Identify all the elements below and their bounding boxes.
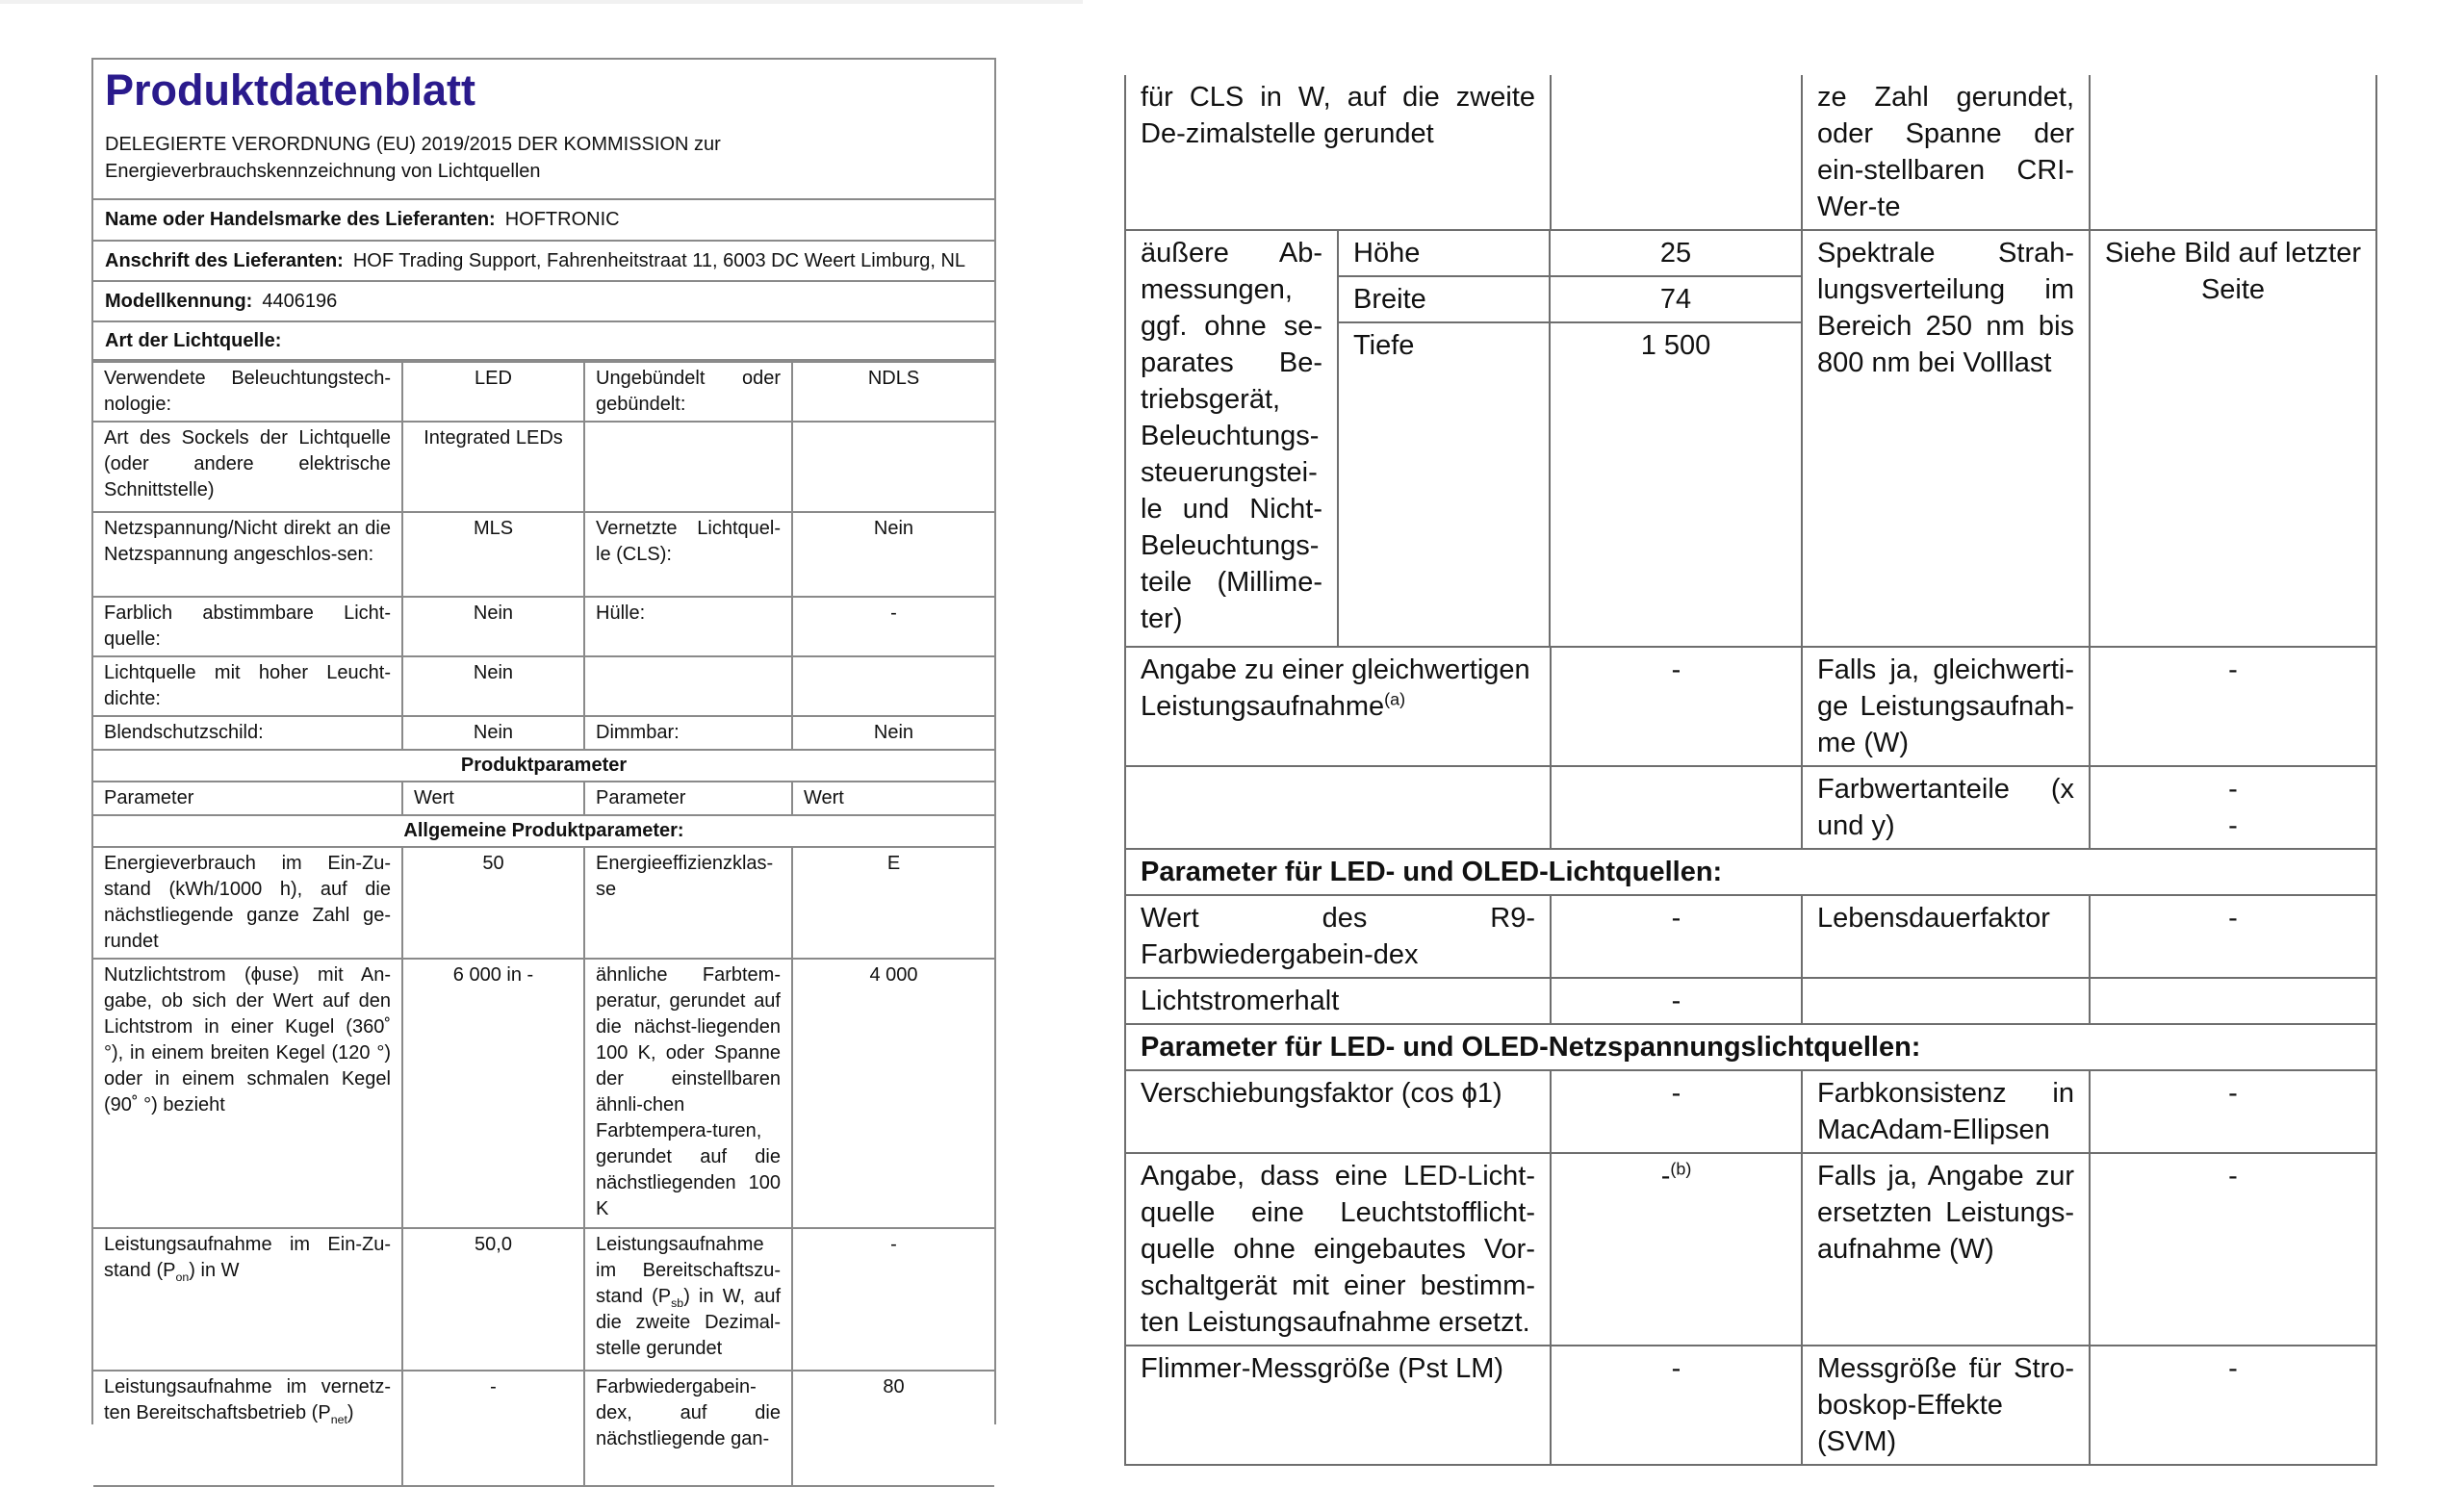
dimensions-label: äußere Ab-messungen, ggf. ohne se-parates Be-triebsgerät, Beleuchtungs-steuerungstei-le und Nicht-Beleuchtungs-teile (Millime-ter) (1125, 230, 1338, 647)
param-text: ) in W, auf die zweite Dezimal-stelle gerundet (596, 1286, 782, 1359)
value-line: - (2228, 810, 2238, 841)
param-cell: Blendschutzschild: (93, 716, 402, 750)
table-row (1125, 230, 2376, 647)
table-row (93, 1371, 994, 1486)
param-cell (584, 656, 792, 716)
dimension-row (1339, 231, 1801, 276)
table-row (93, 656, 994, 716)
value-cell: - (1551, 1346, 1802, 1465)
value-cell: - (2090, 1070, 2376, 1153)
dimension-value: 1 500 (1640, 330, 1711, 361)
supplier-name-value: HOFTRONIC (504, 209, 620, 230)
param-cell: Art des Sockels der Lichtquelle (oder andere elektrische Schnittstelle) (93, 422, 402, 512)
param-text: ) (346, 1402, 354, 1423)
param-text: ) in W (189, 1260, 240, 1281)
table-row (93, 716, 994, 750)
param-cell: Lichtstromerhalt (1125, 978, 1551, 1024)
column-header: Wert (402, 782, 584, 815)
param-text: Angabe zu einer gleichwertigen Leistungsaufnahme (1141, 654, 1530, 722)
model-row (93, 282, 994, 322)
regulation-line-1: DELEGIERTE VERORDNUNG (EU) 2019/2015 DER KOMMISSION zur (105, 134, 721, 155)
param-cell (93, 1371, 402, 1486)
section-led-params: Parameter für LED- und OLED-Lichtquellen: (1125, 849, 2376, 895)
param-cell (93, 1228, 402, 1371)
param-cell: Netzspannung/Nicht direkt an die Netzspannung angeschlos-sen: (93, 512, 402, 597)
dimension-value: 25 (1550, 231, 1801, 276)
value-cell: - (402, 1371, 584, 1486)
value-cell (2090, 766, 2376, 849)
param-cell: Farbwiedergabein-dex, auf die nächstliegende gan- (584, 1371, 792, 1486)
param-cell: Dimmbar: (584, 716, 792, 750)
table-row (1125, 1070, 2376, 1153)
table-row (93, 959, 994, 1228)
section-mains-params: Parameter für LED- und OLED-Netzspannungslichtquellen: (1125, 1024, 2376, 1070)
dimension-name: Breite (1339, 276, 1550, 322)
value-cell: 6 000 in - (402, 959, 584, 1228)
table-row (93, 362, 994, 422)
continued-table (1124, 75, 2377, 1466)
value-text: - (1660, 1161, 1671, 1192)
value-cell: MLS (402, 512, 584, 597)
param-cell: Lebensdauerfaktor (1802, 895, 2090, 978)
param-cell: ze Zahl gerundet, oder Spanne der ein-stellbaren CRI-Wer-te (1802, 75, 2090, 230)
supplier-address-label: Anschrift des Lieferanten: (105, 249, 344, 271)
value-cell: LED (402, 362, 584, 422)
right-page (1124, 75, 2375, 1457)
table-row (1125, 1346, 2376, 1465)
table-row (93, 597, 994, 656)
value-cell: NDLS (792, 362, 994, 422)
column-header-row (93, 782, 994, 815)
param-cell: Falls ja, Angabe zur ersetzten Leistungs-aufnahme (W) (1802, 1153, 2090, 1346)
footnote-marker: (a) (1384, 689, 1406, 709)
value-cell: 80 (792, 1371, 994, 1486)
param-text: Leistungsaufnahme im Bereitschaftszu-stand (P (596, 1234, 781, 1307)
footnote-marker: (b) (1670, 1159, 1692, 1179)
value-cell: Nein (792, 512, 994, 597)
value-cell: Nein (402, 597, 584, 656)
param-cell: Energieeffizienzklas-se (584, 847, 792, 959)
value-cell (2090, 75, 2376, 230)
value-cell: - (2090, 1346, 2376, 1465)
section-row (93, 815, 994, 847)
type-table (93, 361, 994, 1487)
param-text: Leistungsaufnahme im vernetz-ten Bereitschaftsbetrieb (P (104, 1376, 391, 1423)
param-cell: Messgröße für Stro-boskop-Effekte (SVM) (1802, 1346, 2090, 1465)
value-cell: Nein (792, 716, 994, 750)
value-cell: - (1551, 1070, 1802, 1153)
param-cell: Farblich abstimmbare Licht-quelle: (93, 597, 402, 656)
column-header: Parameter (584, 782, 792, 815)
table-row (93, 422, 994, 512)
dimensions-cell (1338, 230, 1802, 647)
param-cell: Hülle: (584, 597, 792, 656)
param-cell: Vernetzte Lichtquel-le (CLS): (584, 512, 792, 597)
param-cell: Energieverbrauch im Ein-Zu-stand (kWh/1000 h), auf die nächstliegende ganze Zahl ge-rundet (93, 847, 402, 959)
param-cell (1125, 647, 1551, 766)
param-cell: Farbwertanteile (x und y) (1802, 766, 2090, 849)
dimension-row (1339, 322, 1801, 646)
supplier-name-label: Name oder Handelsmarke des Lieferanten: (105, 209, 496, 230)
table-row (93, 847, 994, 959)
dimension-name: Tiefe (1339, 322, 1550, 646)
value-cell: - (1551, 647, 1802, 766)
param-cell (584, 422, 792, 512)
light-source-type-row (93, 322, 994, 361)
value-cell: - (2090, 1153, 2376, 1346)
light-source-type-label: Art der Lichtquelle: (105, 329, 282, 351)
section-row (1125, 849, 2376, 895)
param-text: Leistungsaufnahme im Ein-Zu-stand (P (104, 1234, 391, 1281)
dimension-value: 74 (1550, 276, 1801, 322)
regulation-line-2: Energieverbrauchskennzeichnung von Lichtquellen (105, 161, 541, 182)
table-row (1125, 75, 2376, 230)
model-label: Modellkennung: (105, 290, 253, 312)
value-cell: E (792, 847, 994, 959)
value-cell (1551, 766, 1802, 849)
table-row (93, 1228, 994, 1371)
param-cell (1125, 766, 1551, 849)
subscript: on (175, 1270, 190, 1284)
value-cell: - (2090, 647, 2376, 766)
table-row (1125, 895, 2376, 978)
dimension-name: Höhe (1339, 231, 1550, 276)
param-cell: für CLS in W, auf die zweite De-zimalstelle gerundet (1125, 75, 1551, 230)
value-cell: 4 000 (792, 959, 994, 1228)
value-cell (1551, 1153, 1802, 1346)
param-cell: Verschiebungsfaktor (cos ϕ1) (1125, 1070, 1551, 1153)
param-cell: Falls ja, gleichwerti-ge Leistungsaufnah-me (W) (1802, 647, 2090, 766)
regulation-header (93, 117, 994, 200)
param-cell (1802, 978, 2090, 1024)
section-row (1125, 1024, 2376, 1070)
spectral-value: Siehe Bild auf letzter Seite (2090, 230, 2376, 647)
supplier-address-value: HOF Trading Support, Fahrenheitstraat 11, 6003 DC Weert Limburg, NL (352, 249, 966, 271)
dimensions-table (1339, 231, 1801, 646)
value-cell (1551, 75, 1802, 230)
table-row (1125, 647, 2376, 766)
param-cell: Wert des R9-Farbwiedergabein-dex (1125, 895, 1551, 978)
model-value: 4406196 (262, 290, 338, 312)
table-row (1125, 978, 2376, 1024)
value-cell: 50 (402, 847, 584, 959)
value-cell: Nein (402, 656, 584, 716)
supplier-name-row (93, 200, 994, 242)
table-row (93, 512, 994, 597)
subscript: net (330, 1413, 347, 1426)
param-cell: Farbkonsistenz in MacAdam-Ellipsen (1802, 1070, 2090, 1153)
param-cell: Flimmer-Messgröße (Pst LM) (1125, 1346, 1551, 1465)
section-product-params: Produktparameter (93, 750, 994, 782)
column-header: Parameter (93, 782, 402, 815)
supplier-address-row (93, 242, 994, 282)
section-general-params: Allgemeine Produktparameter: (93, 815, 994, 847)
left-page (91, 58, 996, 1449)
value-cell (792, 656, 994, 716)
param-cell: Ungebündelt oder gebündelt: (584, 362, 792, 422)
dimension-row (1339, 276, 1801, 322)
value-cell (2090, 978, 2376, 1024)
section-row (93, 750, 994, 782)
value-cell: 50,0 (402, 1228, 584, 1371)
value-cell: - (1551, 895, 1802, 978)
param-cell: Angabe, dass eine LED-Licht-quelle eine Leuchtstofflicht-quelle ohne eingebautes Vor-schaltgerät mit einer bestimm-ten Leistungsaufnahme ersetzt. (1125, 1153, 1551, 1346)
table-row (1125, 766, 2376, 849)
param-cell (584, 1228, 792, 1371)
value-cell: Integrated LEDs (402, 422, 584, 512)
value-cell: Nein (402, 716, 584, 750)
subscript: sb (671, 1296, 684, 1310)
top-strip (0, 0, 1083, 4)
value-cell: - (1551, 978, 1802, 1024)
value-line: - (2228, 774, 2238, 805)
param-cell: Nutzlichtstrom (ϕuse) mit An-gabe, ob sich der Wert auf den Lichtstrom in einer Kugel (360˚ °), in einem breiten Kegel (120 °) oder in einem schmalen Kegel (90˚ °) bezieht (93, 959, 402, 1228)
param-cell: Lichtquelle mit hoher Leucht-dichte: (93, 656, 402, 716)
value-cell (792, 422, 994, 512)
value-cell: - (2090, 895, 2376, 978)
param-cell: ähnliche Farbtem-peratur, gerundet auf die nächst-liegenden 100 K, oder Spanne der einstellbaren ähnli-chen Farbtempera-turen, gerundet auf die nächstliegenden 100 K (584, 959, 792, 1228)
table-row (1125, 1153, 2376, 1346)
page-title: Produktdatenblatt (105, 65, 476, 115)
value-cell: - (792, 597, 994, 656)
value-cell: - (792, 1228, 994, 1371)
param-cell: Verwendete Beleuchtungstech-nologie: (93, 362, 402, 422)
column-header: Wert (792, 782, 994, 815)
spectral-label: Spektrale Strah-lungsverteilung im Bereich 250 nm bis 800 nm bei Volllast (1802, 230, 2090, 647)
